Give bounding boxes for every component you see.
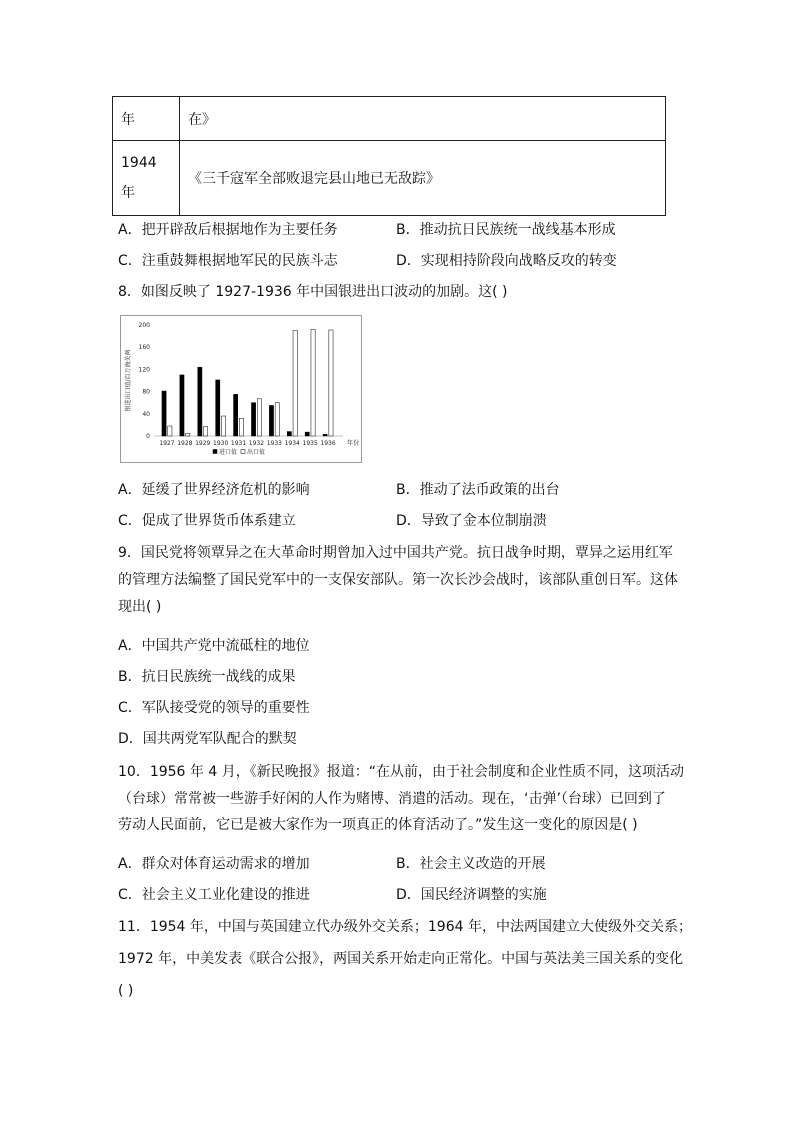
q8-option-c: C．促成了世界货币体系建立 [118,513,296,529]
q9-option-a: A．中国共产党中流砥柱的地位 [118,638,310,654]
bar-import [198,367,202,436]
y-tick-label: 160 [138,344,150,352]
x-tick-label: 1933 [266,440,282,447]
year-line-1: 1944 [121,155,157,171]
q10-option-b: B．社会主义改造的开展 [396,856,546,872]
q10-option-d: D．国民经济调整的实施 [396,887,547,903]
q9-option-b: B．抗日民族统一战线的成果 [118,669,296,685]
q7-option-b: B．推动抗日民族统一战线基本形成 [396,222,616,238]
q10-stem-line-1: 10．1956 年 4 月，《新民晚报》报道：“在从前，由于社会制度和企业性质不同，这项活动 [118,764,684,780]
x-tick-label: 1935 [302,440,318,447]
y-tick-label: 200 [138,322,150,329]
y-tick-label: 0 [146,433,150,440]
x-tick-label: 1928 [177,440,193,447]
bar-export [275,403,279,436]
info-table [112,96,666,216]
bar-export [257,399,261,436]
bar-export [186,433,190,436]
bar-export [239,418,243,436]
q11-stem-line-1: 11．1954 年，中国与英国建立代办级外交关系；1964 年，中法两国建立大使级外交关系； [118,919,692,935]
y-tick-label: 120 [138,366,150,374]
q9-stem-line-1: 9．国民党将领覃异之在大革命时期曾加入过中国共产党。抗日战争时期，覃异之运用红军 [118,545,673,561]
bar-import [162,391,166,436]
bar-export [221,416,225,436]
table-cell-year [113,141,180,216]
bar-export [168,426,172,436]
q7-option-a: A．把开辟敌后根据地作为主要任务 [118,222,338,238]
x-tick-label: 1932 [248,440,265,447]
legend-label-import: 进口值 [219,449,238,456]
q8-stem: 8．如图反映了 1927-1936 年中国银进出口波动的加剧。这( ) [118,284,508,300]
table-cell-title: 《三千寇军全部败退完县山地已无敌踪》 [180,141,666,216]
table-cell-year: 年 [113,97,180,141]
q7-option-d: D．实现相持阶段向战略反攻的转变 [396,253,617,269]
q9-stem-line-3: 现出( ) [118,599,162,615]
year-line-2: 年 [121,185,135,201]
bar-import [234,394,238,436]
legend-swatch-export [241,450,245,454]
bar-import [269,405,273,436]
q8-option-a: A．延缓了世界经济危机的影响 [118,482,310,498]
bar-export [311,329,315,436]
y-tick-label: 80 [142,388,150,396]
y-tick-label: 40 [142,410,150,418]
q11-stem-line-2: 1972 年，中美发表《联合公报》，两国关系开始走向正常化。中国与英法美三国关系的变化 [118,951,684,967]
bar-export [293,331,297,436]
bar-import [323,434,327,436]
table-row [113,141,666,216]
bar-import [180,375,184,436]
bar-import [216,380,220,436]
chart-svg [121,316,361,462]
q7-option-c: C．注重鼓舞根据地军民的民族斗志 [118,253,338,269]
bar-import [287,432,291,436]
legend-label-export: 出口值 [247,449,266,456]
q10-option-c: C．社会主义工业化建设的推进 [118,887,310,903]
y-axis-label: 银进出口值/百万海关两 [125,349,132,412]
q8-option-d: D．导致了金本位制崩溃 [396,513,547,529]
q8-option-b: B．推动了法币政策的出台 [396,482,560,498]
x-tick-label: 1936 [320,440,336,447]
legend-swatch-import [213,450,217,454]
x-tick-label: 1929 [195,440,211,447]
q9-option-d: D．国共两党军队配合的默契 [118,731,297,747]
x-tick-label: 1934 [284,440,300,447]
bar-export [329,330,333,436]
bar-import [305,432,309,436]
bar-import [251,403,255,436]
x-tick-label: 1931 [230,440,247,447]
q11-stem-line-3: ( ) [118,983,134,999]
x-tick-label: 1930 [213,440,229,447]
bar-export [204,427,208,436]
x-tick-label: 1927 [159,440,175,447]
table-row [113,97,666,141]
q10-option-a: A．群众对体育运动需求的增加 [118,856,310,872]
q10-stem-line-2: （台球）常常被一些游手好闲的人作为赌博、消遣的活动。现在，‘击弹’（台球）已回到了 [118,791,666,807]
q10-stem-line-3: 劳动人民面前，它已是被大家作为一项真正的体育活动了。”发生这一变化的原因是( ) [118,817,638,833]
x-axis-label: 年份 [346,440,360,447]
silver-trade-chart [120,315,362,463]
q9-option-c: C．军队接受党的领导的重要性 [118,700,310,716]
table-cell-title: 在》 [180,97,666,141]
q9-stem-line-2: 的管理方法编整了国民党军中的一支保安部队。第一次长沙会战时，该部队重创日军。这体 [118,572,678,588]
